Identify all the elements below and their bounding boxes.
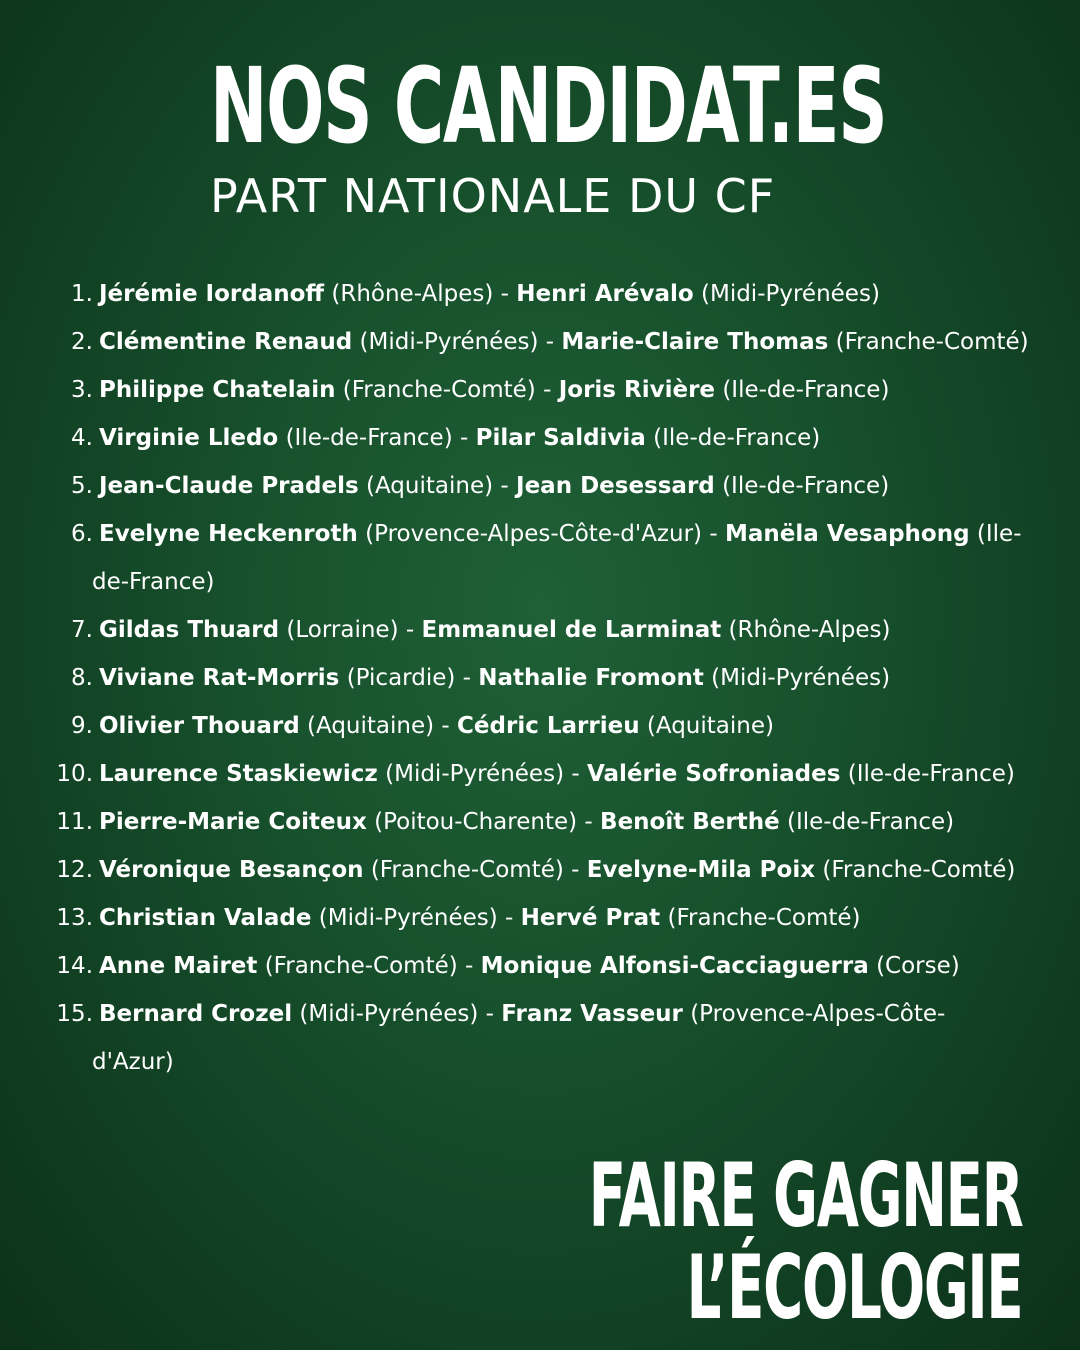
candidate-region-1: (Provence-Alpes-Côte-d'Azur) (365, 521, 703, 547)
list-item (0, 462, 1080, 510)
list-item (0, 606, 1080, 654)
list-item (0, 894, 1080, 942)
slogan (323, 1144, 1022, 1339)
candidate-region-2: (Ile-de-France) (653, 425, 821, 451)
candidate-name-1: Laurence Staskiewicz (99, 761, 378, 787)
candidate-region-1: (Lorraine) (286, 617, 399, 643)
candidate-region-2: (Franche-Comté) (667, 905, 861, 931)
candidate-name-1: Jérémie Iordanoff (99, 281, 325, 307)
candidate-region-2: (Ile- (976, 521, 1022, 547)
list-item (0, 366, 1080, 414)
list-number: 14. (56, 953, 93, 979)
slogan-line-2: L’ÉCOLOGIE (686, 1236, 1022, 1339)
separator: - (500, 473, 509, 499)
candidate-region-2: (Ile-de-France) (787, 809, 955, 835)
candidate-name-1: Véronique Besançon (99, 857, 364, 883)
separator: - (571, 761, 580, 787)
list-number: 4. (71, 425, 93, 451)
candidate-region-1: (Aquitaine) (307, 713, 435, 739)
candidate-name-1: Pierre-Marie Coiteux (99, 809, 367, 835)
candidate-name-2: Jean Desessard (516, 473, 715, 499)
list-number: 7. (71, 617, 93, 643)
candidate-name-1: Viviane Rat-Morris (99, 665, 340, 691)
candidate-name-2: Manëla Vesaphong (724, 521, 970, 547)
candidate-name-2: Monique Alfonsi-Cacciaguerra (480, 953, 869, 979)
candidate-region-1: (Ile-de-France) (285, 425, 453, 451)
list-number: 11. (56, 809, 93, 835)
candidate-name-2: Evelyne-Mila Poix (586, 857, 816, 883)
separator: - (709, 521, 718, 547)
candidate-name-1: Virginie Lledo (99, 425, 279, 451)
list-number: 1. (71, 281, 93, 307)
candidate-region-1: (Franche-Comté) (370, 857, 564, 883)
candidate-name-2: Franz Vasseur (501, 1001, 683, 1027)
candidate-list (0, 270, 1080, 1086)
candidate-region-1: (Franche-Comté) (264, 953, 458, 979)
page-title: NOS CANDIDAT.ES (210, 45, 887, 167)
candidate-name-1: Bernard Crozel (99, 1001, 293, 1027)
separator: - (571, 857, 580, 883)
candidate-region-2-continued: d'Azur) (92, 1049, 174, 1075)
separator: - (500, 281, 509, 307)
candidate-name-1: Olivier Thouard (99, 713, 300, 739)
candidate-region-2-continued: de-France) (92, 569, 215, 595)
candidate-name-2: Joris Rivière (558, 377, 716, 403)
candidate-name-1: Philippe Chatelain (99, 377, 336, 403)
separator: - (459, 425, 469, 451)
list-item (0, 798, 1080, 846)
candidate-name-1: Gildas Thuard (99, 617, 280, 643)
candidate-region-2: (Rhône-Alpes) (728, 617, 891, 643)
candidate-region-2: (Franche-Comté) (822, 857, 1016, 883)
separator: - (543, 377, 552, 403)
candidate-name-2: Cédric Larrieu (457, 713, 640, 739)
candidate-name-2: Hervé Prat (520, 905, 661, 931)
separator: - (405, 617, 415, 643)
separator: - (485, 1001, 494, 1027)
candidate-region-1: (Midi-Pyrénées) (299, 1001, 479, 1027)
list-number: 6. (71, 521, 93, 547)
candidate-name-2: Valérie Sofroniades (586, 761, 841, 787)
slogan-line-1: FAIRE GAGNER (588, 1144, 1022, 1247)
list-item (0, 318, 1080, 366)
candidate-region-1: (Picardie) (346, 665, 456, 691)
separator: - (584, 809, 593, 835)
candidate-region-1: (Franche-Comté) (342, 377, 536, 403)
candidate-name-2: Nathalie Fromont (478, 665, 704, 691)
candidate-name-1: Christian Valade (99, 905, 312, 931)
candidate-region-1: (Poitou-Charente) (374, 809, 578, 835)
candidate-name-2: Henri Arévalo (516, 281, 694, 307)
candidate-name-2: Marie-Claire Thomas (561, 329, 829, 355)
separator: - (462, 665, 471, 691)
list-item (0, 942, 1080, 990)
candidate-region-2: (Ile-de-France) (722, 473, 890, 499)
separator: - (505, 905, 514, 931)
list-item (0, 846, 1080, 894)
separator: - (465, 953, 474, 979)
list-number: 8. (71, 665, 93, 691)
candidate-name-1: Jean-Claude Pradels (99, 473, 359, 499)
candidate-region-2: (Aquitaine) (646, 713, 774, 739)
list-number: 15. (56, 1001, 93, 1027)
list-item (0, 270, 1080, 318)
list-item (0, 750, 1080, 798)
list-number: 9. (71, 713, 93, 739)
list-number: 12. (56, 857, 93, 883)
list-item (0, 510, 1080, 606)
list-number: 10. (56, 761, 93, 787)
list-number: 5. (71, 473, 93, 499)
separator: - (545, 329, 555, 355)
candidate-region-2: (Ile-de-France) (722, 377, 890, 403)
candidate-region-1: (Midi-Pyrénées) (385, 761, 565, 787)
candidate-name-1: Anne Mairet (99, 953, 258, 979)
candidate-name-1: Evelyne Heckenroth (99, 521, 358, 547)
list-number: 13. (56, 905, 93, 931)
candidate-region-2: (Provence-Alpes-Côte- (690, 1001, 946, 1027)
list-item (0, 654, 1080, 702)
list-item (0, 990, 1080, 1086)
candidate-region-2: (Corse) (876, 953, 960, 979)
candidate-region-2: (Midi-Pyrénées) (711, 665, 891, 691)
candidate-region-1: (Aquitaine) (366, 473, 494, 499)
candidate-name-2: Pilar Saldivia (475, 425, 646, 451)
page-subtitle: PART NATIONALE DU CF (210, 169, 776, 223)
list-number: 3. (71, 377, 93, 403)
candidate-region-1: (Midi-Pyrénées) (359, 329, 539, 355)
candidate-region-1: (Midi-Pyrénées) (318, 905, 498, 931)
candidate-name-2: Benoît Berthé (600, 809, 780, 835)
list-number: 2. (71, 329, 93, 355)
candidate-region-2: (Midi-Pyrénées) (701, 281, 880, 307)
candidate-name-1: Clémentine Renaud (99, 329, 353, 355)
candidate-region-1: (Rhône-Alpes) (331, 281, 494, 307)
list-item (0, 702, 1080, 750)
candidate-region-2: (Ile-de-France) (847, 761, 1015, 787)
list-item (0, 414, 1080, 462)
candidate-name-2: Emmanuel de Larminat (421, 617, 722, 643)
candidate-region-2: (Franche-Comté) (835, 329, 1029, 355)
separator: - (441, 713, 450, 739)
